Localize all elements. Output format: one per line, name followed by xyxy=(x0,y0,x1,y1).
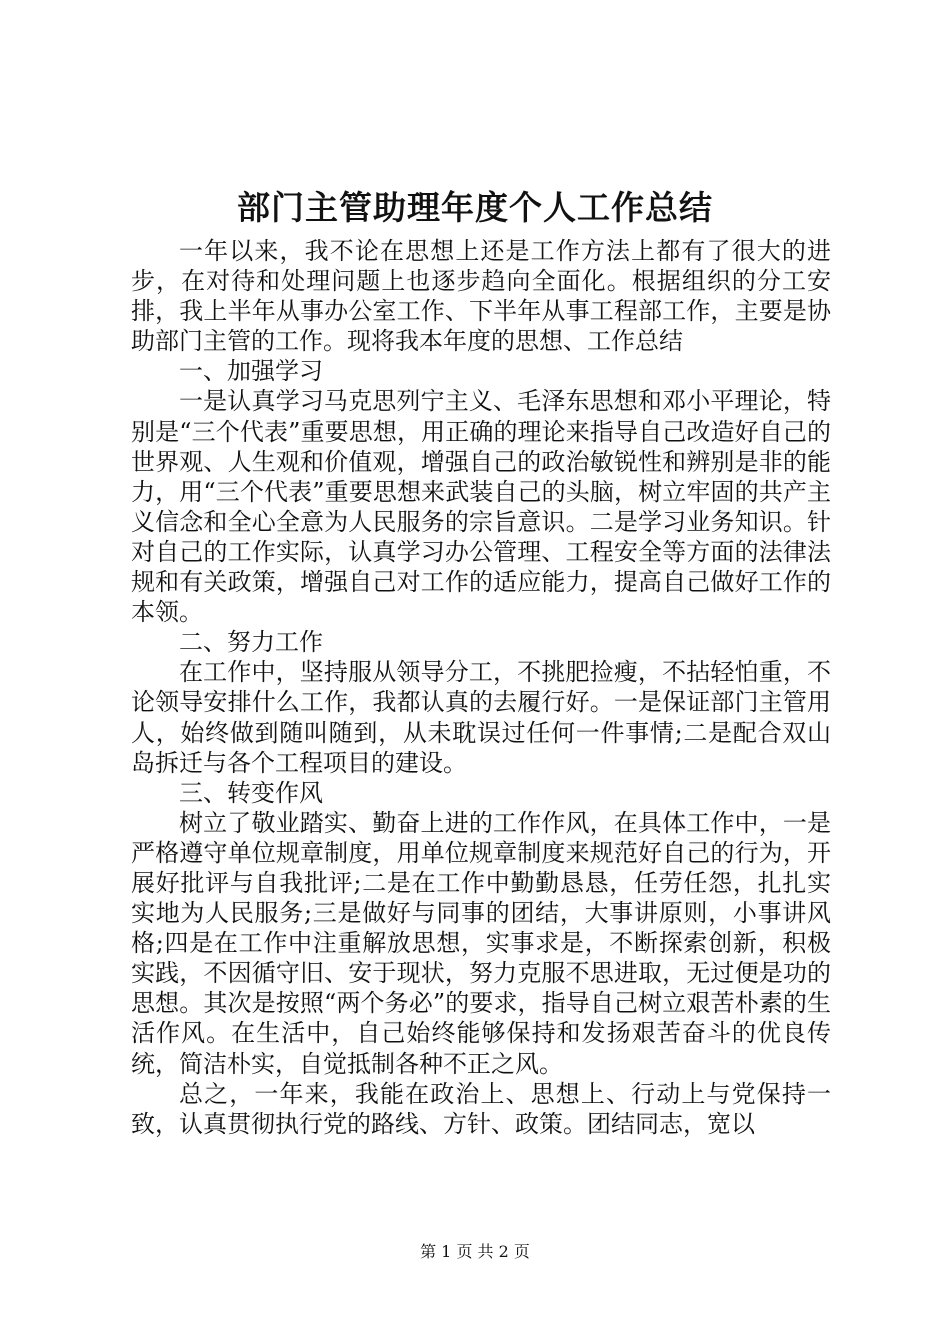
section-heading-2: 二、努力工作 xyxy=(179,628,323,657)
paragraph-intro: 一年以来，我不论在思想上还是工作方法上都有了很大的进步，在对待和处理问题上也逐步趋向全面化。根据组织的分工安排，我上半年从事办公室工作、下半年从事工程部工作，主要是协助部门主管的工作。现将我本年度的思想、工作总结 xyxy=(131,237,831,356)
paragraph-summary: 总之，一年来，我能在政治上、思想上、行动上与党保持一致，认真贯彻执行党的路线、方针、政策。团结同志，宽以 xyxy=(131,1079,831,1138)
page-footer: 第 1 页 共 2 页 xyxy=(420,1242,530,1261)
document-title: 部门主管助理年度个人工作总结 xyxy=(237,188,713,227)
paragraph-study: 一是认真学习马克思列宁主义、毛泽东思想和邓小平理论，特别是“三个代表”重要思想，用正确的理论来指导自己改造好自己的世界观、人生观和价值观，增强自己的政治敏锐性和辨别是非的能力，用“三个代表”重要思想来武装自己的头脑，树立牢固的共产主义信念和全心全意为人民服务的宗旨意识。二是学习业务知识。针对自己的工作实际，认真学习办公管理、工程安全等方面的法律法规和有关政策，增强自己对工作的适应能力，提高自己做好工作的本领。 xyxy=(131,387,831,627)
section-heading-1: 一、加强学习 xyxy=(179,357,323,386)
paragraph-style: 树立了敬业踏实、勤奋上进的工作作风，在具体工作中，一是严格遵守单位规章制度，用单位规章制度来规范好自己的行为，开展好批评与自我批评;二是在工作中勤勤恳恳，任劳任怨，扎扎实实地为人民服务;三是做好与同事的团结，大事讲原则，小事讲风格;四是在工作中注重解放思想，实事求是，不断探索创新，积极实践，不因循守旧、安于现状，努力克服不思进取，无过便是功的思想。其次是按照“两个务必”的要求，指导自己树立艰苦朴素的生活作风。在生活中，自己始终能够保持和发扬艰苦奋斗的优良传统，简洁朴实，自觉抵制各种不正之风。 xyxy=(131,808,831,1078)
paragraph-work: 在工作中，坚持服从领导分工，不挑肥捡瘦，不拈轻怕重，不论领导安排什么工作，我都认真的去履行好。一是保证部门主管用人，始终做到随叫随到，从未耽误过任何一件事情;二是配合双山岛拆迁与各个工程项目的建设。 xyxy=(131,658,831,777)
document-body xyxy=(131,236,831,1139)
section-heading-3: 三、转变作风 xyxy=(179,778,323,807)
